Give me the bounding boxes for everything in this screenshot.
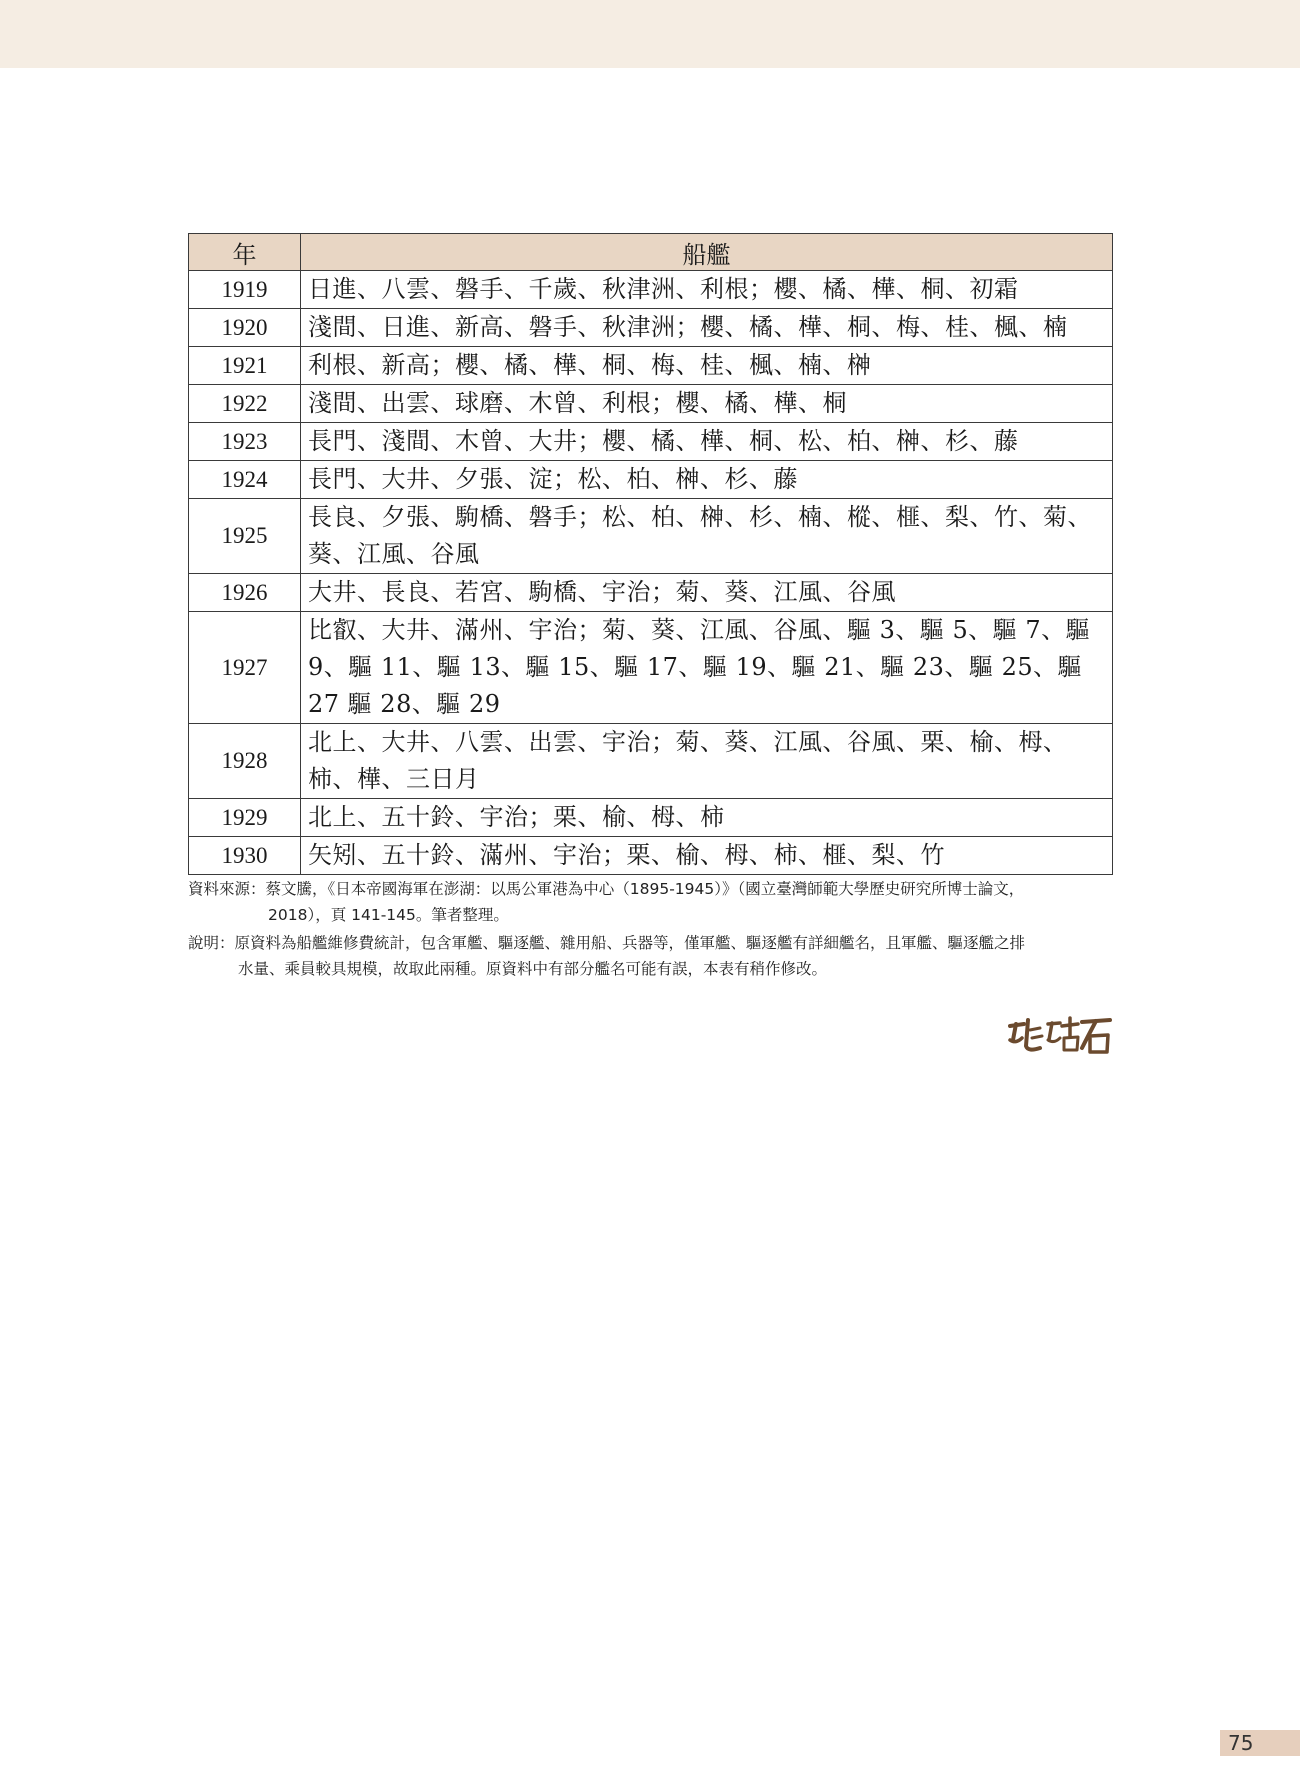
row-ships: 北上、五十鈴、宇治；栗、榆、栂、柿 <box>301 799 1113 837</box>
header-ships: 船艦 <box>301 234 1113 271</box>
publication-logo <box>1004 1010 1114 1060</box>
source-note <box>188 876 1114 928</box>
row-ships: 比叡、大井、滿州、宇治；菊、葵、江風、谷風、驅 3、驅 5、驅 7、驅 9、驅 11、驅 13、驅 15、驅 17、驅 19、驅 21、驅 23、驅 25、驅 27 驅 28、驅 29 <box>301 612 1113 724</box>
source-note-line1: 資料來源：蔡文騰，《日本帝國海軍在澎湖：以馬公軍港為中心（1895-1945）》（國立臺灣師範大學歷史研究所博士論文， <box>188 880 1025 898</box>
table-row <box>189 423 1113 461</box>
top-band <box>0 0 1300 68</box>
table-row <box>189 499 1113 574</box>
logo-text <box>1114 1010 1115 1011</box>
table-row <box>189 461 1113 499</box>
row-year: 1923 <box>189 423 301 461</box>
row-year: 1921 <box>189 347 301 385</box>
row-ships: 矢矧、五十鈴、滿州、宇治；栗、榆、栂、柿、榧、梨、竹 <box>301 837 1113 875</box>
brush-logo-icon <box>1004 1010 1114 1060</box>
row-year: 1929 <box>189 799 301 837</box>
row-year: 1920 <box>189 309 301 347</box>
row-ships: 淺間、出雲、球磨、木曾、利根；櫻、橘、樺、桐 <box>301 385 1113 423</box>
table-row <box>189 612 1113 724</box>
ships-table <box>188 233 1113 875</box>
table-row <box>189 271 1113 309</box>
explanation-note <box>188 930 1114 982</box>
row-ships: 淺間、日進、新高、磐手、秋津洲；櫻、橘、樺、桐、梅、桂、楓、楠 <box>301 309 1113 347</box>
header-year: 年 <box>189 234 301 271</box>
row-year: 1925 <box>189 499 301 574</box>
row-year: 1924 <box>189 461 301 499</box>
table-row <box>189 309 1113 347</box>
row-ships: 長門、大井、夕張、淀；松、柏、榊、杉、藤 <box>301 461 1113 499</box>
explanation-note-line2: 水量、乘員較具規模，故取此兩種。原資料中有部分艦名可能有誤，本表有稍作修改。 <box>238 960 828 978</box>
table-notes <box>188 876 1114 984</box>
row-year: 1926 <box>189 574 301 612</box>
page-number: 75 <box>1220 1730 1300 1756</box>
row-ships: 長門、淺間、木曾、大井；櫻、橘、樺、桐、松、柏、榊、杉、藤 <box>301 423 1113 461</box>
table-row <box>189 347 1113 385</box>
table-header-row <box>189 234 1113 271</box>
table-row <box>189 385 1113 423</box>
table-row <box>189 799 1113 837</box>
source-note-line2: 2018），頁 141-145。筆者整理。 <box>268 906 509 924</box>
row-year: 1919 <box>189 271 301 309</box>
row-ships: 大井、長良、若宮、駒橋、宇治；菊、葵、江風、谷風 <box>301 574 1113 612</box>
table-row <box>189 837 1113 875</box>
row-year: 1930 <box>189 837 301 875</box>
explanation-note-line1: 說明：原資料為船艦維修費統計，包含軍艦、驅逐艦、雜用船、兵器等，僅軍艦、驅逐艦有詳細艦名，且軍艦、驅逐艦之排 <box>188 934 1026 952</box>
row-ships: 長良、夕張、駒橋、磐手；松、柏、榊、杉、楠、樅、榧、梨、竹、菊、葵、江風、谷風 <box>301 499 1113 574</box>
row-year: 1927 <box>189 612 301 724</box>
table-body <box>189 271 1113 875</box>
row-ships: 北上、大井、八雲、出雲、宇治；菊、葵、江風、谷風、栗、榆、栂、柿、樺、三日月 <box>301 724 1113 799</box>
row-year: 1922 <box>189 385 301 423</box>
row-year: 1928 <box>189 724 301 799</box>
table-row <box>189 724 1113 799</box>
ships-table-container <box>188 233 1112 875</box>
table-row <box>189 574 1113 612</box>
row-ships: 利根、新高；櫻、橘、樺、桐、梅、桂、楓、楠、榊 <box>301 347 1113 385</box>
row-ships: 日進、八雲、磐手、千歲、秋津洲、利根；櫻、橘、樺、桐、初霜 <box>301 271 1113 309</box>
